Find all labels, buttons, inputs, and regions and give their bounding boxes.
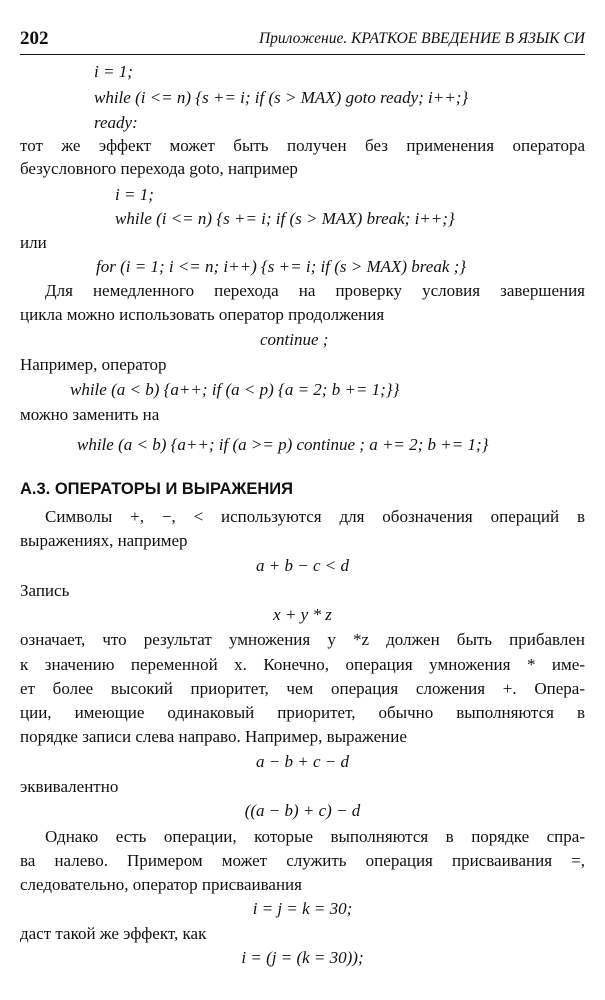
text-line: Символы +, −, < используются для обозначения операций в [45,507,585,526]
formula: a − b + c − d [256,752,349,771]
text-line: следовательно, оператор присваивания [20,875,302,894]
formula: ((a − b) + c) − d [244,801,361,820]
code-line: while (i <= n) {s += i; if (s > MAX) goto ready; i++;} [94,88,469,107]
text-line: выражениях, например [20,531,188,550]
code-line: while (a < b) {a++; if (a >= p) continue ; a += 2; b += 1;} [77,435,489,454]
formula: a + b − c < d [256,556,349,575]
code-line: while (i <= n) {s += i; if (s > MAX) break; i++;} [115,209,455,228]
text-line: Запись [20,581,70,600]
text-line: Например, оператор [20,355,167,374]
text-line: Для немедленного перехода на проверку условия завершения [45,281,585,300]
formula: i = j = k = 30; [252,899,353,918]
page-number: 202 [20,28,49,49]
text-line: безусловного перехода goto, например [20,159,298,178]
text-line: к значению переменной x. Конечно, операция умножения * име- [20,655,585,674]
text-line: эквивалентно [20,777,119,796]
code-line: while (a < b) {a++; if (a < p) {a = 2; b += 1;}} [70,380,400,399]
text-line: даст такой же эффект, как [20,924,207,943]
formula: i = (j = (k = 30)); [241,948,364,967]
text-line: Однако есть операции, которые выполняются в порядке спра- [45,827,585,846]
section-heading: А.3. ОПЕРАТОРЫ И ВЫРАЖЕНИЯ [20,480,293,498]
text-line: порядке записи слева направо. Например, выражение [20,727,407,746]
text-line: можно заменить на [20,405,160,424]
text-line: или [20,233,47,252]
running-header [20,28,585,55]
text-line: тот же эффект может быть получен без применения оператора [20,136,585,155]
code-line: i = 1; [94,62,133,81]
code-line: for (i = 1; i <= n; i++) {s += i; if (s > MAX) break ;} [96,257,467,276]
formula: x + y * z [273,605,332,624]
running-title: Приложение. КРАТКОЕ ВВЕДЕНИЕ В ЯЗЫК СИ [258,30,585,47]
text-line: цикла можно использовать оператор продолжения [20,305,385,324]
text-line: ции, имеющие одинаковый приоритет, обычно выполняются в [20,703,585,722]
code-line: ready: [94,113,138,132]
code-line: i = 1; [115,185,154,204]
text-line: ва налево. Примером может служить операция присваивания =, [20,851,585,870]
text-line: ет более высокий приоритет, чем операция сложения +. Опера- [20,679,585,698]
code-line: continue ; [260,330,329,349]
text-line: означает, что результат умножения y *z должен быть прибавлен [20,630,585,649]
